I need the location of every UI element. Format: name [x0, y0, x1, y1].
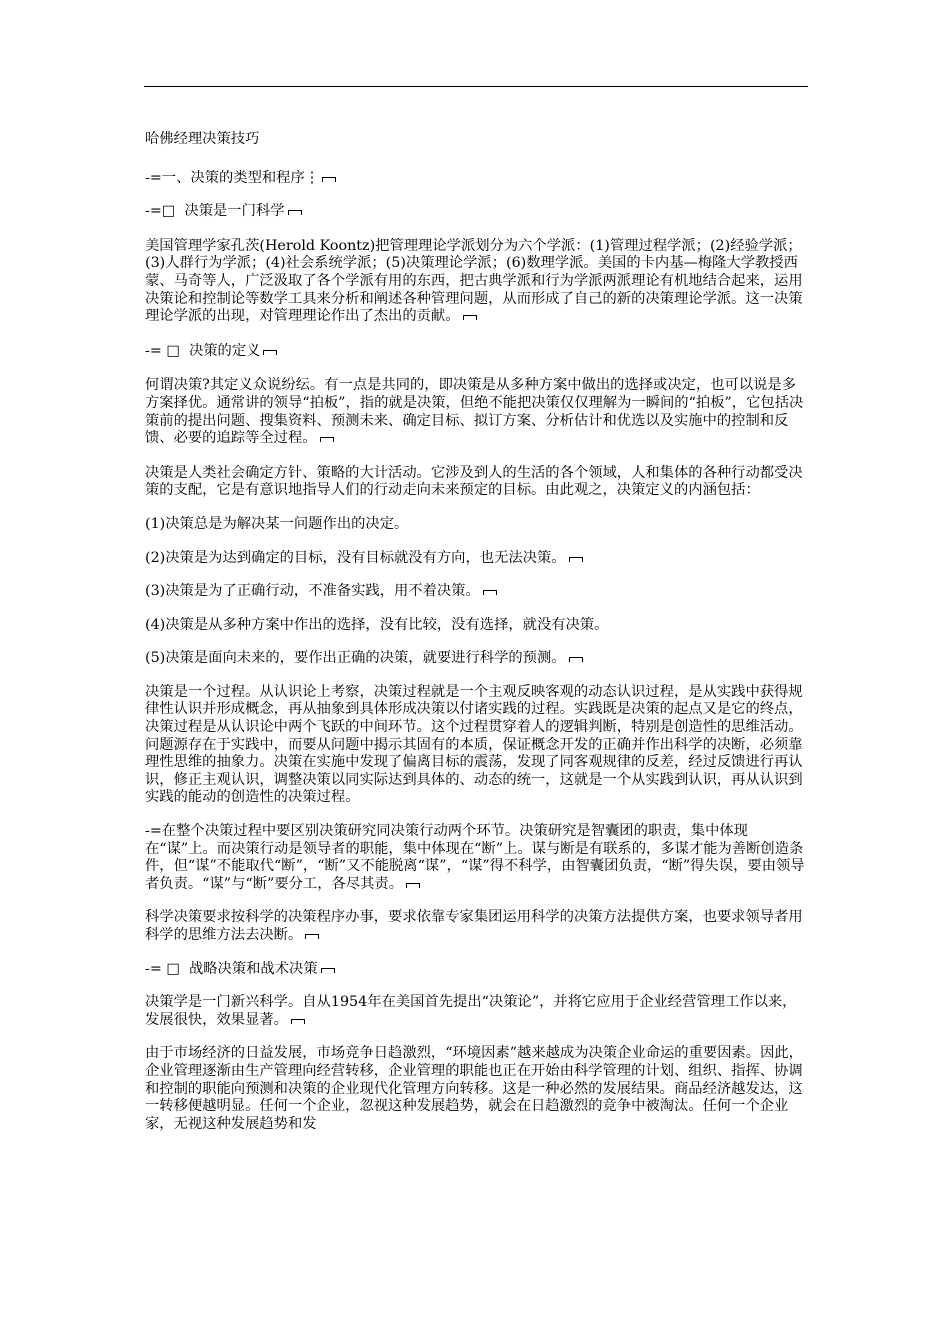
section-heading-1: -=一、决策的类型和程序⋮	[145, 170, 809, 188]
paragraph-mark-icon	[263, 348, 277, 356]
paragraph-mark-icon	[305, 932, 319, 940]
paragraph-8: 由于市场经济的日益发展，市场竞争日趋激烈，“环境因素”越来越成为决策企业命运的重要因素。因此，企业管理逐渐由生产管理向经营转移，企业管理的职能也正在开始由科学管理的计划、组织、指挥、协调和控制的职能向预测和决策的企业现代化管理方向转移。这是一种必然的发展结果。商品经济越发达，这一转移便越明显。任何一个企业，忽视这种发展趋势，就会在日趋激烈的竞争中被淘汰。任何一个企业家，无视这种发展趋势和发	[145, 1045, 803, 1132]
paragraph-mark-icon	[569, 655, 583, 663]
paragraph-mark-icon	[291, 1017, 305, 1025]
list-item-1: (1)决策总是为解决某一问题作出的决定。	[145, 515, 409, 532]
paragraph-mark-icon	[569, 555, 583, 563]
subsection-heading-3: -= □ 战略决策和战术决策	[145, 961, 809, 979]
paragraph-4: 决策是一个过程。从认识论上考察，决策过程就是一个主观反映客观的动态认识过程，是从实践中获得规律性认识并形成概念，再从抽象到具体形成决策以付诸实践的过程。实践既是决策的起点又是它的终点，决策过程是从认识论中两个飞跃的中间环节。这个过程贯穿着人的逻辑判断，特别是创造性的思维活动。问题源存在于实践中，而要从问题中揭示其固有的本质，保证概念开发的正确并作出科学的决断，必须靠理性思维的抽象力。决策在实施中发现了偏离目标的震荡，发现了同客观规律的反差，经过反馈进行再认识，修正主观认识，调整决策以同实际达到具体的、动态的统一，这就是一个从实践到认识，再从认识到实践的能动的创造性的决策过程。	[145, 683, 803, 806]
paragraph-mark-icon	[320, 435, 334, 443]
paragraph-2: 何谓决策?其定义众说纷纭。有一点是共同的，即决策是从多种方案中做出的选择或决定，也可以说是多方案择优。通常讲的领导“拍板”，指的就是决策，但绝不能把决策仅仅理解为一瞬间的“拍板”，它包括决策前的提出问题、搜集资料、预测未来、确定目标、拟订方案、分析估计和优选以及实施中的控制和反馈、必要的追踪等全过程。	[145, 377, 804, 447]
subsection-heading-2: -= □ 决策的定义	[145, 343, 809, 361]
list-item-5: (5)决策是面向未来的，要作出正确的决策，就要进行科学的预测。	[145, 650, 809, 668]
paragraph-mark-icon	[463, 313, 477, 321]
paragraph-mark-icon	[288, 208, 302, 216]
list-item-4: (4)决策是从多种方案中作出的选择，没有比较，没有选择，就没有决策。	[145, 616, 609, 633]
paragraph-mark-icon	[406, 881, 420, 889]
paragraph-1: 美国管理学家孔茨(Herold Koontz)把管理理论学派划分为六个学派：(1)管理过程学派；(2)经验学派；(3)人群行为学派；(4)社会系统学派；(5)决策理论学派；(6)数理学派。美国的卡内基—梅隆大学教授西蒙、马奇等人，广泛汲取了各个学派有用的东西，把古典学派和行为学派两派理论有机地结合起来，运用决策论和控制论等数学工具来分析和阐述各种管理问题，从而形成了自己的新的决策理论学派。这一决策理论学派的出现，对管理理论作出了杰出的贡献。	[145, 237, 803, 325]
document-body	[145, 131, 809, 1133]
header-rule	[144, 86, 808, 87]
document-title: 哈佛经理决策技巧	[145, 131, 260, 147]
paragraph-mark-icon	[483, 588, 497, 596]
list-item-2: (2)决策是为达到确定的目标，没有目标就没有方向，也无法决策。	[145, 550, 809, 568]
paragraph-7: 决策学是一门新兴科学。自从1954年在美国首先提出“决策论”，并将它应用于企业经营管理工作以来，发展很快，效果显著。	[145, 994, 797, 1028]
list-item-3: (3)决策是为了正确行动，不准备实践，用不着决策。	[145, 583, 809, 601]
paragraph-5: -=在整个决策过程中要区别决策研究同决策行动两个环节。决策研究是智囊团的职责，集中体现在“谋”上。而决策行动是领导者的职能，集中体现在“断”上。谋与断是有联系的，多谋才能为善断创造条件，但“谋”不能取代“断”，“断”又不能脱离“谋”，“谋”得不科学，由智囊团负责，“断”得失误，要由领导者负责。“谋”与“断”要分工，各尽其责。	[145, 823, 805, 892]
paragraph-mark-icon	[321, 966, 335, 974]
subsection-heading-1: -=□ 决策是一门科学	[145, 203, 809, 221]
paragraph-6: 科学决策要求按科学的决策程序办事，要求依靠专家集团运用科学的决策方法提供方案，也要求领导者用科学的思维方法去决断。	[145, 909, 803, 943]
paragraph-3: 决策是人类社会确定方针、策略的大计活动。它涉及到人的生活的各个领域，人和集体的各种行动都受决策的支配，它是有意识地指导人们的行动走向未来预定的目标。由此观之，决策定义的内涵包括：	[145, 464, 803, 499]
paragraph-mark-icon	[322, 175, 336, 183]
